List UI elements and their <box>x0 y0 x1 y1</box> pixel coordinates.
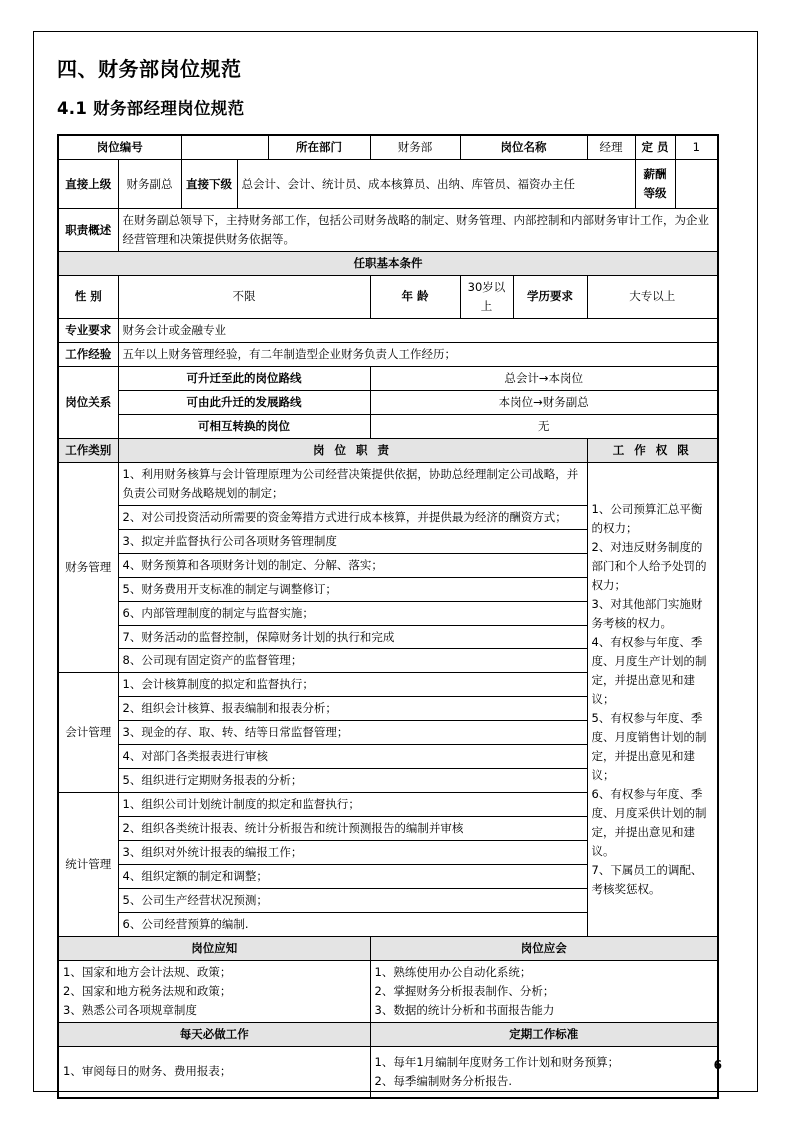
duty-item: 3、现金的存、取、转、结等日常监督管理； <box>118 721 587 745</box>
duty-category-financial-management: 财务管理 <box>58 462 118 673</box>
table-row-qualification-header <box>58 252 718 276</box>
duty-item: 4、组织定额的制定和调整； <box>118 865 587 889</box>
experience-value[interactable]: 五年以上财务管理经验，有二年制造型企业财务负责人工作经历； <box>118 342 718 366</box>
table-row-duty <box>58 462 718 505</box>
major-value[interactable]: 财务会计或金融专业 <box>118 318 718 342</box>
relation-value-2: 无 <box>370 414 718 438</box>
table-row-gender-age-education <box>58 275 718 318</box>
duty-category-statistics-management: 统计管理 <box>58 793 118 937</box>
skill-item: 3、数据的统计分析和书面报告能力 <box>374 1003 555 1017</box>
knowledge-item: 2、国家和地方税务法规和政策； <box>63 984 232 999</box>
duty-item: 3、拟定并监督执行公司各项财务管理制度 <box>118 529 587 553</box>
periodic-work-list <box>370 1046 718 1098</box>
headcount-label: 定 员 <box>635 135 675 159</box>
education-label: 学历要求 <box>513 275 587 318</box>
table-row-responsibility-summary <box>58 209 718 252</box>
table-row-basic-2 <box>58 160 718 209</box>
daily-work-header: 每天必做工作 <box>58 1022 370 1046</box>
education-value[interactable]: 大专以上 <box>587 275 718 318</box>
skill-item: 2、掌握财务分析报表制作、分析； <box>374 984 555 999</box>
relation-value-1: 本岗位→财务副总 <box>370 390 718 414</box>
duty-item: 4、财务预算和各项财务计划的制定、分解、落实； <box>118 553 587 577</box>
periodic-work-item: 2、每季编制财务分析报告. <box>374 1073 512 1088</box>
responsibility-summary-label: 职责概述 <box>58 209 118 252</box>
duty-item: 1、会计核算制度的拟定和监督执行； <box>118 673 587 697</box>
skills-list <box>370 961 718 1023</box>
relation-label-1: 可由此升迁的发展路线 <box>118 390 370 414</box>
position-name-value[interactable]: 经理 <box>587 135 635 159</box>
daily-work-list <box>58 1046 370 1098</box>
relation-value-0: 总会计→本岗位 <box>370 366 718 390</box>
responsibility-summary-text: 在财务副总领导下，主持财务部工作，包括公司财务战略的制定、财务管理、内部控制和内部财务审计工作，为企业经营管理和决策提供财务依据等。 <box>118 209 718 252</box>
table-row-relation-1 <box>58 366 718 390</box>
superior-value[interactable]: 财务副总 <box>118 160 181 209</box>
duty-list-header: 岗 位 职 责 <box>118 438 587 462</box>
job-specification-table <box>57 134 719 1099</box>
relation-label-0: 可升迁至此的岗位路线 <box>118 366 370 390</box>
relations-label: 岗位关系 <box>58 366 118 438</box>
duty-item: 7、财务活动的监督控制，保障财务计划的执行和完成 <box>118 625 587 649</box>
duty-item: 1、组织公司计划统计制度的拟定和监督执行； <box>118 793 587 817</box>
experience-label: 工作经验 <box>58 342 118 366</box>
page-number: 6 <box>713 1058 722 1072</box>
job-code-value[interactable] <box>181 135 268 159</box>
duty-item: 1、利用财务核算与会计管理原理为公司经营决策提供依据，协助总经理制定公司战略，并负责公司财务战略规划的制定； <box>118 462 587 505</box>
major-label: 专业要求 <box>58 318 118 342</box>
department-value[interactable]: 财务部 <box>370 135 460 159</box>
duty-item: 4、对部门各类报表进行审核 <box>118 745 587 769</box>
gender-value[interactable]: 不限 <box>118 275 370 318</box>
subordinate-label: 直接下级 <box>181 160 237 209</box>
duty-item: 6、内部管理制度的制定与监督实施； <box>118 601 587 625</box>
knowledge-item: 3、熟悉公司各项规章制度 <box>63 1003 197 1017</box>
headcount-value[interactable]: 1 <box>675 135 718 159</box>
duty-item: 5、财务费用开支标准的制定与调整修订； <box>118 577 587 601</box>
age-value[interactable]: 30岁以上 <box>460 275 513 318</box>
department-label: 所在部门 <box>268 135 370 159</box>
authority-item: 6、有权参与年度、季度、月度采供计划的制定，并提出意见和建议。 <box>591 786 707 858</box>
knowledge-item: 1、国家和地方会计法规、政策； <box>63 965 232 980</box>
authority-item: 3、对其他部门实施财务考核的权力。 <box>591 597 703 631</box>
duty-category-accounting-management: 会计管理 <box>58 673 118 793</box>
duty-item: 3、组织对外统计报表的编报工作； <box>118 841 587 865</box>
table-row-relation-2 <box>58 390 718 414</box>
periodic-work-item: 1、每年1月编制年度财务工作计划和财务预算； <box>374 1054 620 1069</box>
section-title: 4.1 财务部经理岗位规范 <box>57 99 245 118</box>
duty-item: 6、公司经营预算的编制. <box>118 913 587 937</box>
knowledge-list <box>58 961 370 1023</box>
table-row-basic-1 <box>58 135 718 159</box>
periodic-work-header: 定期工作标准 <box>370 1022 718 1046</box>
page-title: 四、财务部岗位规范 <box>57 57 242 81</box>
table-row-knowledge-skills-body <box>58 961 718 1023</box>
gender-label: 性 别 <box>58 275 118 318</box>
authority-item: 1、公司预算汇总平衡的权力； <box>591 502 703 536</box>
table-row-knowledge-skills-header <box>58 937 718 961</box>
table-row-duties-header <box>58 438 718 462</box>
duty-category-header: 工作类别 <box>58 438 118 462</box>
duty-item: 2、对公司投资活动所需要的资金筹措方式进行成本核算，并提供最为经济的酬资方式； <box>118 505 587 529</box>
authority-item: 4、有权参与年度、季度、月度生产计划的制定，并提出意见和建议； <box>591 635 707 706</box>
duty-item: 5、公司生产经营状况预测； <box>118 889 587 913</box>
page-content <box>57 55 732 1088</box>
duty-item: 5、组织进行定期财务报表的分析； <box>118 769 587 793</box>
authority-item: 2、对违反财务制度的部门和个人给予处罚的权力； <box>591 540 707 593</box>
authority-header: 工 作 权 限 <box>587 438 718 462</box>
table-row-work-standards-header <box>58 1022 718 1046</box>
duty-item: 8、公司现有固定资产的监督管理； <box>118 649 587 673</box>
table-row-relation-3 <box>58 414 718 438</box>
position-name-label: 岗位名称 <box>460 135 587 159</box>
table-row-work-standards-body <box>58 1046 718 1098</box>
duty-item: 2、组织各类统计报表、统计分析报告和统计预测报告的编制并审核 <box>118 817 587 841</box>
salary-grade-value[interactable] <box>675 160 718 209</box>
superior-label: 直接上级 <box>58 160 118 209</box>
table-row-major <box>58 318 718 342</box>
subordinate-value[interactable]: 总会计、会计、统计员、成本核算员、出纳、库管员、福资办主任 <box>237 160 635 209</box>
authority-item: 5、有权参与年度、季度、月度销售计划的制定，并提出意见和建议； <box>591 710 707 782</box>
salary-grade-label: 薪酬等级 <box>635 160 675 209</box>
age-label: 年 龄 <box>370 275 460 318</box>
skills-header: 岗位应会 <box>370 937 718 961</box>
job-code-label: 岗位编号 <box>58 135 181 159</box>
relation-label-2: 可相互转换的岗位 <box>118 414 370 438</box>
duty-item: 2、组织会计核算、报表编制和报表分析； <box>118 697 587 721</box>
skill-item: 1、熟练使用办公自动化系统； <box>374 965 532 980</box>
table-row-experience <box>58 342 718 366</box>
qualification-section-header: 任职基本条件 <box>58 252 718 276</box>
daily-work-item: 1、审阅每日的财务、费用报表； <box>63 1064 232 1079</box>
authority-list <box>587 462 718 936</box>
knowledge-header: 岗位应知 <box>58 937 370 961</box>
authority-item: 7、下属员工的调配、考核奖惩权。 <box>591 862 703 896</box>
